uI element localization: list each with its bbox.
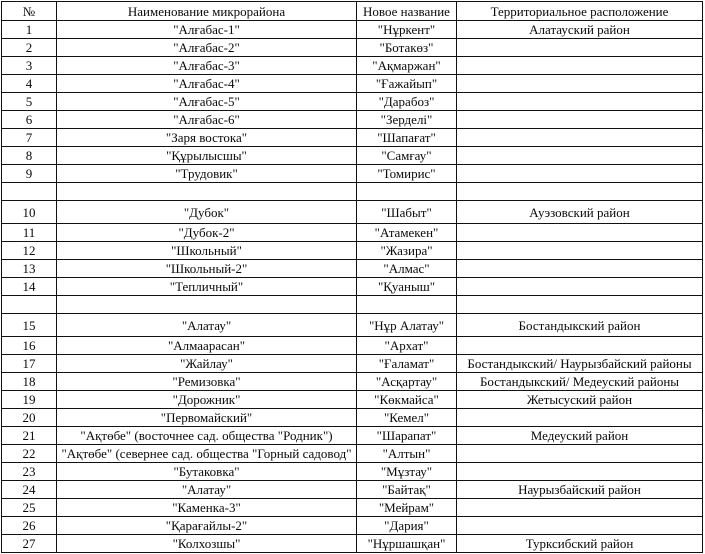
table-row: [2, 481, 703, 499]
cell-district-name: "Құрылысшы": [57, 147, 357, 165]
cell-territory: [457, 147, 703, 165]
cell-number: 21: [2, 427, 57, 445]
cell-district-name: "Алатау": [57, 314, 357, 337]
table-row: [2, 224, 703, 242]
cell-territory: [457, 463, 703, 481]
cell-new-name: "Асқартау": [357, 373, 457, 391]
cell-new-name: "Кемел": [357, 409, 457, 427]
cell-number: 2: [2, 39, 57, 57]
table-row: [2, 517, 703, 535]
empty-cell: [2, 296, 57, 314]
cell-number: 6: [2, 111, 57, 129]
cell-number: 19: [2, 391, 57, 409]
cell-number: 10: [2, 201, 57, 224]
cell-new-name: "Шапағат": [357, 129, 457, 147]
cell-district-name: "Алғабас-4": [57, 75, 357, 93]
cell-district-name: "Трудовик": [57, 165, 357, 183]
cell-territory: [457, 445, 703, 463]
cell-number: 8: [2, 147, 57, 165]
empty-cell: [457, 296, 703, 314]
cell-territory: Турксибский район: [457, 535, 703, 553]
cell-district-name: "Ақтөбе" (севернее сад. общества "Горный садовод": [57, 445, 357, 463]
cell-territory: [457, 129, 703, 147]
cell-district-name: "Дубок": [57, 201, 357, 224]
cell-number: 26: [2, 517, 57, 535]
cell-number: 7: [2, 129, 57, 147]
table-row: [2, 337, 703, 355]
empty-cell: [357, 296, 457, 314]
cell-territory: [457, 337, 703, 355]
cell-district-name: "Ремизовка": [57, 373, 357, 391]
cell-new-name: "Қуаныш": [357, 278, 457, 296]
cell-new-name: "Мұзтау": [357, 463, 457, 481]
cell-new-name: "Алтын": [357, 445, 457, 463]
table-row: [2, 535, 703, 553]
cell-district-name: "Алғабас-5": [57, 93, 357, 111]
cell-district-name: "Алғабас-3": [57, 57, 357, 75]
cell-new-name: "Дарабоз": [357, 93, 457, 111]
cell-number: 25: [2, 499, 57, 517]
cell-territory: Медеуский район: [457, 427, 703, 445]
cell-territory: Бостандыкский/ Медеуский районы: [457, 373, 703, 391]
cell-number: 22: [2, 445, 57, 463]
table-row: [2, 21, 703, 39]
cell-district-name: "Первомайский": [57, 409, 357, 427]
cell-territory: Ауэзовский район: [457, 201, 703, 224]
empty-cell: [457, 183, 703, 201]
cell-number: 17: [2, 355, 57, 373]
cell-territory: Наурызбайский район: [457, 481, 703, 499]
cell-district-name: "Қарағайлы-2": [57, 517, 357, 535]
column-header-territory: Территориальное расположение: [457, 2, 703, 21]
cell-new-name: "Архат": [357, 337, 457, 355]
cell-number: 27: [2, 535, 57, 553]
cell-new-name: "Нұркент": [357, 21, 457, 39]
table-row: [2, 93, 703, 111]
cell-district-name: "Дубок-2": [57, 224, 357, 242]
spacer-row: [2, 183, 703, 201]
column-header-district-name: Наименование микрорайона: [57, 2, 357, 21]
cell-territory: [457, 39, 703, 57]
cell-new-name: "Ақмаржан": [357, 57, 457, 75]
cell-number: 9: [2, 165, 57, 183]
table-row: [2, 427, 703, 445]
cell-district-name: "Тепличный": [57, 278, 357, 296]
cell-number: 4: [2, 75, 57, 93]
cell-new-name: "Дария": [357, 517, 457, 535]
cell-district-name: "Алғабас-6": [57, 111, 357, 129]
cell-number: 20: [2, 409, 57, 427]
cell-number: 13: [2, 260, 57, 278]
cell-district-name: "Алғабас-2": [57, 39, 357, 57]
table-row: [2, 391, 703, 409]
cell-number: 12: [2, 242, 57, 260]
table-row: [2, 165, 703, 183]
table-row: [2, 409, 703, 427]
table-row: [2, 260, 703, 278]
table-body: [2, 21, 703, 553]
cell-territory: Бостандыкский/ Наурызбайский районы: [457, 355, 703, 373]
cell-territory: Алатауский район: [457, 21, 703, 39]
table-row: [2, 57, 703, 75]
cell-territory: [457, 409, 703, 427]
cell-district-name: "Алмаарасан": [57, 337, 357, 355]
table-header: [2, 2, 703, 21]
cell-new-name: "Ғаламат": [357, 355, 457, 373]
cell-number: 1: [2, 21, 57, 39]
cell-new-name: "Алмас": [357, 260, 457, 278]
empty-cell: [357, 183, 457, 201]
cell-district-name: "Бутаковка": [57, 463, 357, 481]
cell-territory: [457, 278, 703, 296]
cell-territory: Бостандыкский район: [457, 314, 703, 337]
cell-district-name: "Каменка-3": [57, 499, 357, 517]
cell-territory: [457, 165, 703, 183]
cell-district-name: "Жайлау": [57, 355, 357, 373]
cell-district-name: "Школьный-2": [57, 260, 357, 278]
cell-new-name: "Томирис": [357, 165, 457, 183]
column-header-number: №: [2, 2, 57, 21]
cell-territory: Жетысуский район: [457, 391, 703, 409]
table-row: [2, 373, 703, 391]
cell-new-name: "Байтақ": [357, 481, 457, 499]
cell-new-name: "Шарапат": [357, 427, 457, 445]
cell-territory: [457, 499, 703, 517]
cell-territory: [457, 75, 703, 93]
cell-district-name: "Алғабас-1": [57, 21, 357, 39]
cell-new-name: "Атамекен": [357, 224, 457, 242]
cell-number: 18: [2, 373, 57, 391]
cell-new-name: "Көкмайса": [357, 391, 457, 409]
table-row: [2, 314, 703, 337]
empty-cell: [2, 183, 57, 201]
cell-district-name: "Алатау": [57, 481, 357, 499]
cell-new-name: "Зерделі": [357, 111, 457, 129]
microdistrict-rename-table: [1, 1, 703, 553]
table-row: [2, 278, 703, 296]
table-row: [2, 242, 703, 260]
cell-number: 3: [2, 57, 57, 75]
cell-new-name: "Нұр Алатау": [357, 314, 457, 337]
cell-territory: [457, 224, 703, 242]
table-row: [2, 39, 703, 57]
table-row: [2, 445, 703, 463]
cell-number: 24: [2, 481, 57, 499]
cell-district-name: "Заря востока": [57, 129, 357, 147]
table-row: [2, 75, 703, 93]
table-row: [2, 499, 703, 517]
cell-territory: [457, 111, 703, 129]
table-row: [2, 147, 703, 165]
table-row: [2, 129, 703, 147]
cell-territory: [457, 93, 703, 111]
cell-number: 15: [2, 314, 57, 337]
cell-number: 16: [2, 337, 57, 355]
table-row: [2, 201, 703, 224]
table-row: [2, 111, 703, 129]
cell-new-name: "Самғау": [357, 147, 457, 165]
cell-number: 5: [2, 93, 57, 111]
cell-new-name: "Нұршашқан": [357, 535, 457, 553]
cell-territory: [457, 260, 703, 278]
cell-district-name: "Ақтөбе" (восточнее сад. общества "Родник"): [57, 427, 357, 445]
table-row: [2, 355, 703, 373]
cell-district-name: "Колхозшы": [57, 535, 357, 553]
cell-number: 23: [2, 463, 57, 481]
cell-territory: [457, 242, 703, 260]
column-header-new-name: Новое название: [357, 2, 457, 21]
cell-number: 11: [2, 224, 57, 242]
cell-district-name: "Дорожник": [57, 391, 357, 409]
cell-territory: [457, 517, 703, 535]
empty-cell: [57, 296, 357, 314]
empty-cell: [57, 183, 357, 201]
cell-new-name: "Ботакөз": [357, 39, 457, 57]
header-row: [2, 2, 703, 21]
cell-new-name: "Ғажайып": [357, 75, 457, 93]
spacer-row: [2, 296, 703, 314]
cell-number: 14: [2, 278, 57, 296]
cell-district-name: "Школьный": [57, 242, 357, 260]
cell-territory: [457, 57, 703, 75]
cell-new-name: "Шабыт": [357, 201, 457, 224]
cell-new-name: "Мейрам": [357, 499, 457, 517]
cell-new-name: "Жазира": [357, 242, 457, 260]
table-row: [2, 463, 703, 481]
